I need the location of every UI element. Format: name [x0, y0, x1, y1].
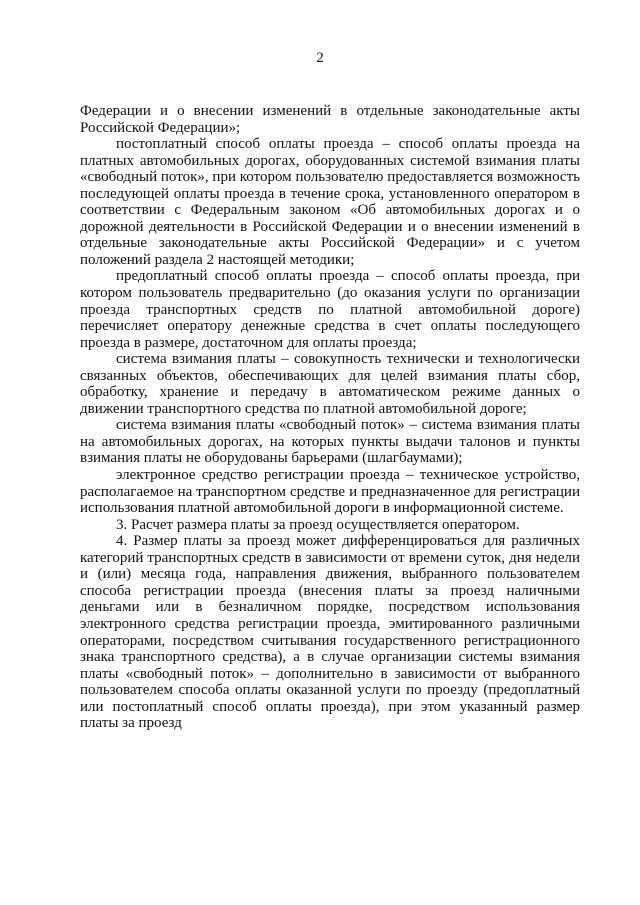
paragraph-electronic-device-definition: электронное средство регистрации проезда – техническое устройство, располагаемое на транспортном средстве и предназначенное для регистрации использования платной автомобильной дороги в информационной системе.	[80, 467, 580, 517]
paragraph-item-4: 4. Размер платы за проезд может дифференцироваться для различных категорий транспортных средств в зависимости от времени суток, дня недели и (или) месяца года, направления движения, выбранного пользователем способа регистрации проезда (внесения платы за проезд наличными деньгами или в безналичном порядке, посредством использования электронного средства регистрации проезда, эмитированного различными операторами, посредством считывания государственного регистрационного знака транспортного средства), а в случае организации системы взимания платы «свободный поток» – дополнительно в зависимости от выбранного пользователем способа оплаты оказанной услуги по проезду (предоплатный или постоплатный способ оплаты проезда), при этом указанный размер платы за проезд	[80, 533, 580, 732]
paragraph-postpaid-definition: постоплатный способ оплаты проезда – способ оплаты проезда на платных автомобильных дорогах, оборудованных системой взимания платы «свободный поток», при котором пользователю предоставляется возможность последующей оплаты проезда в течение срока, установленного оператором в соответствии с Федеральным законом «Об автомобильных дорогах и о дорожной деятельности в Российской Федерации и о внесении изменений в отдельные законодательные акты Российской Федерации» и с учетом положений раздела 2 настоящей методики;	[80, 136, 580, 268]
paragraph-prepaid-definition: предоплатный способ оплаты проезда – способ оплаты проезда, при котором пользователь предварительно (до оказания услуги по организации проезда транспортных средств по платной автомобильной дороге) перечисляет оператору денежные средства в счет оплаты последующего проезда в размере, достаточном для оплаты проезда;	[80, 268, 580, 351]
paragraph-item-3: 3. Расчет размера платы за проезд осуществляется оператором.	[116, 516, 520, 533]
page-number: 2	[316, 50, 324, 66]
document-body	[80, 103, 580, 732]
paragraph-continuation: Федерации и о внесении изменений в отдельные законодательные акты Российской Федерации»;	[80, 103, 580, 136]
paragraph-toll-system-definition: система взимания платы – совокупность технически и технологически связанных объектов, обеспечивающих для целей взимания платы сбор, обработку, хранение и передачу в автоматическом режиме данных о движении транспортного средства по платной автомобильной дороге;	[80, 351, 580, 417]
paragraph-free-flow-definition: система взимания платы «свободный поток» – система взимания платы на автомобильных дорогах, на которых пункты выдачи талонов и пункты взимания платы не оборудованы барьерами (шлагбаумами);	[80, 417, 580, 467]
